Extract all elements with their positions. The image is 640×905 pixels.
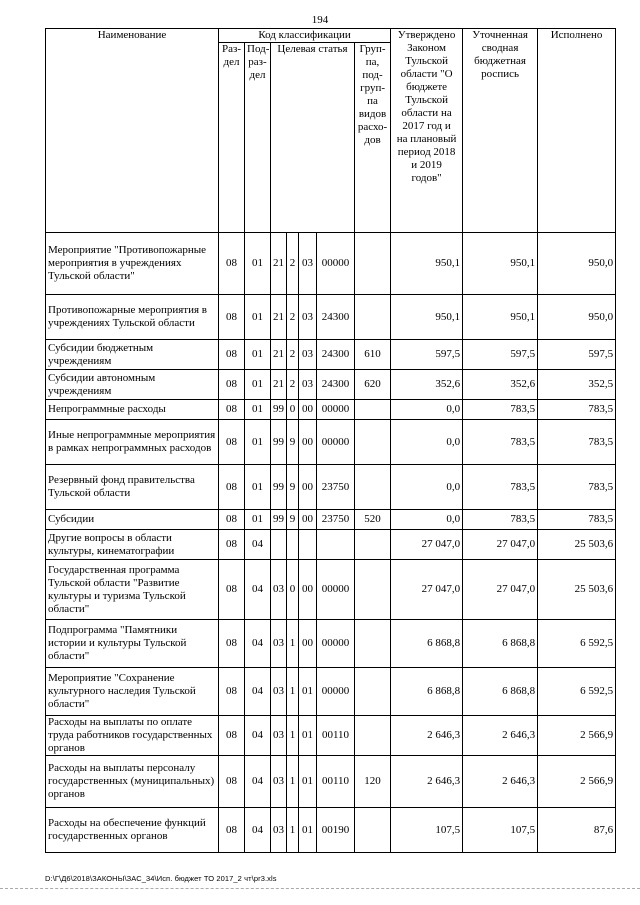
table-row — [46, 560, 616, 620]
cell-podrazdel: 01 — [245, 465, 271, 510]
cell-razdel: 08 — [219, 756, 245, 808]
header-executed: Исполнено — [538, 29, 616, 233]
cell-t4: 00000 — [317, 400, 355, 420]
cell-razdel: 08 — [219, 400, 245, 420]
cell-t2: 2 — [287, 233, 299, 295]
cell-t1: 99 — [271, 465, 287, 510]
cell-refined: 352,6 — [463, 370, 538, 400]
cell-t3: 01 — [299, 808, 317, 853]
cell-t2: 1 — [287, 668, 299, 716]
table-row — [46, 716, 616, 756]
cell-t3: 00 — [299, 560, 317, 620]
cell-approved: 950,1 — [391, 233, 463, 295]
cell-razdel: 08 — [219, 560, 245, 620]
table-row — [46, 530, 616, 560]
cell-refined: 950,1 — [463, 233, 538, 295]
table-row — [46, 510, 616, 530]
cell-t4: 00000 — [317, 233, 355, 295]
cell-t4: 24300 — [317, 295, 355, 340]
cell-podrazdel: 04 — [245, 808, 271, 853]
cell-refined: 107,5 — [463, 808, 538, 853]
cell-executed: 783,5 — [538, 420, 616, 465]
cell-vid — [355, 716, 391, 756]
header-razdel: Раз- дел — [219, 43, 245, 233]
cell-executed: 783,5 — [538, 465, 616, 510]
cell-t2: 1 — [287, 716, 299, 756]
cell-t1: 21 — [271, 233, 287, 295]
cell-razdel: 08 — [219, 420, 245, 465]
header-vid: Груп- па, под- груп- па видов расхо- дов — [355, 43, 391, 233]
cell-name: Иные непрограммные мероприятия в рамках непрограммных расходов — [46, 420, 219, 465]
cell-razdel: 08 — [219, 620, 245, 668]
cell-t3 — [299, 530, 317, 560]
cell-t3: 03 — [299, 233, 317, 295]
cell-podrazdel: 04 — [245, 756, 271, 808]
cell-approved: 6 868,8 — [391, 668, 463, 716]
cell-approved: 597,5 — [391, 340, 463, 370]
table-row — [46, 756, 616, 808]
cell-executed: 950,0 — [538, 233, 616, 295]
cell-t3: 00 — [299, 465, 317, 510]
cell-podrazdel: 01 — [245, 400, 271, 420]
header-code-group: Код классификации — [219, 29, 391, 43]
cell-t1: 99 — [271, 510, 287, 530]
cell-refined: 27 047,0 — [463, 530, 538, 560]
budget-table — [45, 28, 616, 853]
cell-approved: 0,0 — [391, 465, 463, 510]
cell-t3: 03 — [299, 295, 317, 340]
cell-t2: 1 — [287, 756, 299, 808]
cell-t3: 03 — [299, 370, 317, 400]
cell-name: Субсидии автономным учреждениям — [46, 370, 219, 400]
cell-t2: 9 — [287, 510, 299, 530]
file-path-footer: D:\Г\Д6\2018\ЗАКОНЫ\ЗАС_34\Исп. бюджет ТО 2017_2 чт\pr3.xls — [45, 874, 277, 883]
cell-name: Непрограммные расходы — [46, 400, 219, 420]
cell-refined: 783,5 — [463, 400, 538, 420]
table-row — [46, 620, 616, 668]
table-body — [46, 233, 616, 853]
cell-t1: 03 — [271, 668, 287, 716]
cell-razdel: 08 — [219, 233, 245, 295]
cell-executed: 6 592,5 — [538, 620, 616, 668]
cell-t1: 03 — [271, 560, 287, 620]
cell-razdel: 08 — [219, 716, 245, 756]
cell-executed: 2 566,9 — [538, 716, 616, 756]
cell-podrazdel: 01 — [245, 295, 271, 340]
cell-name: Противопожарные мероприятия в учреждениях Тульской области — [46, 295, 219, 340]
cell-razdel: 08 — [219, 465, 245, 510]
table-row — [46, 668, 616, 716]
cell-refined: 597,5 — [463, 340, 538, 370]
table-row — [46, 370, 616, 400]
cell-razdel: 08 — [219, 510, 245, 530]
cell-executed: 597,5 — [538, 340, 616, 370]
cell-t4: 00110 — [317, 716, 355, 756]
cell-razdel: 08 — [219, 668, 245, 716]
cell-refined: 27 047,0 — [463, 560, 538, 620]
cell-executed: 950,0 — [538, 295, 616, 340]
cell-executed: 25 503,6 — [538, 560, 616, 620]
cell-refined: 783,5 — [463, 465, 538, 510]
cell-refined: 2 646,3 — [463, 756, 538, 808]
cell-t3: 03 — [299, 340, 317, 370]
cell-executed: 783,5 — [538, 400, 616, 420]
cell-t2: 2 — [287, 370, 299, 400]
cell-t1: 21 — [271, 295, 287, 340]
cell-vid — [355, 668, 391, 716]
cell-podrazdel: 01 — [245, 233, 271, 295]
cell-name: Другие вопросы в области культуры, кинематографии — [46, 530, 219, 560]
cell-vid — [355, 808, 391, 853]
table-row — [46, 808, 616, 853]
cell-podrazdel: 04 — [245, 530, 271, 560]
cell-t2: 2 — [287, 295, 299, 340]
cell-podrazdel: 04 — [245, 620, 271, 668]
cell-approved: 6 868,8 — [391, 620, 463, 668]
cell-t1: 03 — [271, 808, 287, 853]
cell-t2: 2 — [287, 340, 299, 370]
cell-razdel: 08 — [219, 370, 245, 400]
cell-t4: 00000 — [317, 560, 355, 620]
cell-t3: 01 — [299, 716, 317, 756]
cell-t1: 99 — [271, 400, 287, 420]
cell-t1: 99 — [271, 420, 287, 465]
cell-refined: 950,1 — [463, 295, 538, 340]
cell-refined: 2 646,3 — [463, 716, 538, 756]
cell-razdel: 08 — [219, 295, 245, 340]
table-row — [46, 465, 616, 510]
table-row — [46, 340, 616, 370]
cell-t4: 00000 — [317, 620, 355, 668]
footer-divider — [0, 888, 640, 889]
cell-name: Субсидии — [46, 510, 219, 530]
cell-executed: 87,6 — [538, 808, 616, 853]
cell-t4: 00110 — [317, 756, 355, 808]
cell-t2: 9 — [287, 465, 299, 510]
cell-vid — [355, 420, 391, 465]
cell-t1: 21 — [271, 340, 287, 370]
cell-t1 — [271, 530, 287, 560]
cell-t4: 24300 — [317, 370, 355, 400]
cell-t3: 00 — [299, 510, 317, 530]
cell-vid: 120 — [355, 756, 391, 808]
cell-t4: 00000 — [317, 420, 355, 465]
cell-t2: 1 — [287, 808, 299, 853]
cell-approved: 27 047,0 — [391, 530, 463, 560]
cell-vid — [355, 233, 391, 295]
cell-vid: 520 — [355, 510, 391, 530]
cell-podrazdel: 04 — [245, 716, 271, 756]
cell-razdel: 08 — [219, 530, 245, 560]
cell-name: Расходы на обеспечение функций государственных органов — [46, 808, 219, 853]
cell-vid: 620 — [355, 370, 391, 400]
header-approved: Утверждено Законом Тульской области "О бюджете Тульской области на 2017 год и на плановый период 2018 и 2019 годов" — [391, 29, 463, 233]
cell-executed: 783,5 — [538, 510, 616, 530]
cell-t4 — [317, 530, 355, 560]
cell-podrazdel: 04 — [245, 560, 271, 620]
cell-approved: 2 646,3 — [391, 756, 463, 808]
header-name: Наименование — [46, 29, 219, 233]
table-row — [46, 420, 616, 465]
cell-t3: 00 — [299, 400, 317, 420]
table-row — [46, 233, 616, 295]
cell-executed: 25 503,6 — [538, 530, 616, 560]
cell-t4: 00000 — [317, 668, 355, 716]
cell-approved: 2 646,3 — [391, 716, 463, 756]
cell-t2 — [287, 530, 299, 560]
cell-t2: 1 — [287, 620, 299, 668]
cell-approved: 0,0 — [391, 400, 463, 420]
cell-t4: 23750 — [317, 510, 355, 530]
cell-refined: 6 868,8 — [463, 668, 538, 716]
cell-t3: 01 — [299, 668, 317, 716]
cell-podrazdel: 04 — [245, 668, 271, 716]
cell-vid — [355, 530, 391, 560]
cell-executed: 352,5 — [538, 370, 616, 400]
cell-t2: 0 — [287, 400, 299, 420]
cell-name: Субсидии бюджетным учреждениям — [46, 340, 219, 370]
cell-approved: 107,5 — [391, 808, 463, 853]
cell-name: Расходы на выплаты по оплате труда работников государственных органов — [46, 716, 219, 756]
cell-vid: 610 — [355, 340, 391, 370]
cell-approved: 0,0 — [391, 420, 463, 465]
cell-approved: 352,6 — [391, 370, 463, 400]
cell-executed: 2 566,9 — [538, 756, 616, 808]
cell-t1: 03 — [271, 756, 287, 808]
cell-t2: 9 — [287, 420, 299, 465]
cell-razdel: 08 — [219, 808, 245, 853]
cell-t3: 00 — [299, 420, 317, 465]
cell-approved: 950,1 — [391, 295, 463, 340]
header-podrazdel: Под- раз- дел — [245, 43, 271, 233]
cell-vid — [355, 620, 391, 668]
header-refined: Уточненная сводная бюджетная роспись — [463, 29, 538, 233]
page-number: 194 — [311, 14, 329, 26]
cell-name: Государственная программа Тульской области "Развитие культуры и туризма Тульской области" — [46, 560, 219, 620]
cell-podrazdel: 01 — [245, 420, 271, 465]
cell-name: Мероприятие "Сохранение культурного наследия Тульской области" — [46, 668, 219, 716]
cell-t3: 00 — [299, 620, 317, 668]
cell-vid — [355, 465, 391, 510]
cell-approved: 0,0 — [391, 510, 463, 530]
cell-podrazdel: 01 — [245, 340, 271, 370]
cell-t1: 21 — [271, 370, 287, 400]
cell-podrazdel: 01 — [245, 510, 271, 530]
cell-podrazdel: 01 — [245, 370, 271, 400]
cell-name: Подпрограмма "Памятники истории и культуры Тульской области" — [46, 620, 219, 668]
cell-refined: 6 868,8 — [463, 620, 538, 668]
cell-name: Резервный фонд правительства Тульской области — [46, 465, 219, 510]
cell-name: Мероприятие "Противопожарные мероприятия в учреждениях Тульской области" — [46, 233, 219, 295]
cell-t4: 23750 — [317, 465, 355, 510]
header-target: Целевая статья — [271, 43, 355, 233]
cell-vid — [355, 560, 391, 620]
cell-t1: 03 — [271, 716, 287, 756]
cell-vid — [355, 400, 391, 420]
cell-refined: 783,5 — [463, 420, 538, 465]
cell-approved: 27 047,0 — [391, 560, 463, 620]
cell-t1: 03 — [271, 620, 287, 668]
cell-t4: 24300 — [317, 340, 355, 370]
table-header — [46, 29, 616, 233]
cell-executed: 6 592,5 — [538, 668, 616, 716]
table-row — [46, 295, 616, 340]
cell-name: Расходы на выплаты персоналу государственных (муниципальных) органов — [46, 756, 219, 808]
cell-t4: 00190 — [317, 808, 355, 853]
cell-vid — [355, 295, 391, 340]
cell-refined: 783,5 — [463, 510, 538, 530]
cell-t3: 01 — [299, 756, 317, 808]
table-row — [46, 400, 616, 420]
cell-t2: 0 — [287, 560, 299, 620]
cell-razdel: 08 — [219, 340, 245, 370]
